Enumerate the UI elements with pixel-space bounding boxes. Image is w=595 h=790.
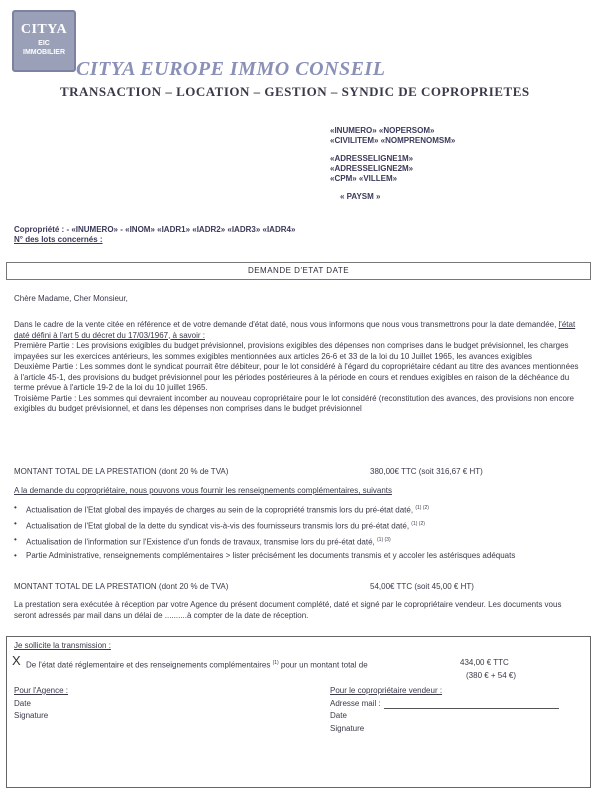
intro-paragraph (14, 320, 584, 341)
total-2-value: 54,00€ TTC (soit 45,00 € HT) (370, 582, 474, 591)
document-title-box (6, 262, 591, 280)
address-line-5: «CPM» «VILLEM» (330, 174, 398, 183)
request-amount-detail: (380 € + 54 €) (466, 671, 517, 680)
owner-email-label: Adresse mail : (330, 698, 381, 708)
complement-title: A la demande du copropriétaire, nous pouvons vous fournir les renseignements complémentaires, suivants (14, 486, 392, 495)
agency-date: Date (14, 698, 31, 708)
logo-line-3: IMMOBILIER (23, 49, 65, 56)
intro-text: Dans le cadre de la vente citée en référence et de votre demande d'état daté, nous vous informons que nous vous transmettrons pour la date demandée, (14, 320, 559, 329)
citya-logo (12, 10, 76, 72)
company-name: CITYA EUROPE IMMO CONSEIL (76, 58, 386, 80)
address-line-2: «CIVILITEM» «NOMPRENOMSM» (330, 136, 456, 145)
request-amount: 434,00 € TTC (460, 658, 509, 667)
salutation: Chère Madame, Cher Monsieur, (14, 294, 128, 303)
address-line-3: «ADRESSELIGNE1M» (330, 154, 414, 163)
recipient-address (330, 126, 570, 202)
checkbox-mark[interactable]: X (12, 653, 21, 668)
copropriete-block (14, 225, 574, 245)
execution-text: La prestation sera exécutée à réception par votre Agence du présent document complété, daté et signé par le copropriétaire vendeur. Les documents vous seront adressés par mail dans un délai de ..........à compter de la date de réception. (14, 600, 562, 620)
list-item: • Actualisation de l'Etat global des impayés de charges au sein de la copropriété transmis lors du pré-état daté, $^{(1) (2)}$ (10, 503, 585, 516)
address-line-6: « PAYSM » (340, 192, 381, 201)
company-tagline: TRANSACTION – LOCATION – GESTION – SYNDIC DE COPROPRIETES (60, 84, 530, 99)
agency-signature: Signature (14, 711, 49, 720)
request-text: De l'état daté réglementaire et des renseignements complémentaires $^{(1)}$ pour un montant total de (26, 660, 368, 670)
logo-line-1: CITYA (20, 22, 68, 37)
agency-title: Pour l'Agence : (14, 686, 69, 695)
intro-underline: l'état daté défini à l'art 5 du décret du 17/03/1967, à savoir : (14, 320, 576, 340)
owner-title: Pour le copropriétaire vendeur : (330, 686, 443, 695)
list-item: • Partie Administrative, renseignements complémentaires > lister précisément les documents transmis et y accoler les astérisques adéquats (10, 551, 585, 562)
part-1: Première Partie : Les provisions exigibles du budget prévisionnel, provisions exigibles des dépenses non comprises dans le budget prévisionnel, les charges impayées sur les exercices antérieurs, les sommes exigibles mentionnées aux articles 26-6 et 33 de la loi du 10 Juillet 1965, les avances exigibles (14, 341, 569, 361)
owner-email-field[interactable] (384, 699, 559, 709)
lots-line: N° des lots concernés : (14, 235, 103, 244)
address-line-1: «INUMERO» «NOPERSOM» (330, 126, 435, 135)
owner-date: Date (330, 711, 347, 720)
list-item: • Actualisation de l'information sur l'Existence d'un fonds de travaux, transmise lors du pré-état daté, $^{(1) (3)}$ (10, 535, 585, 548)
copropriete-line: Copropriété : - «INUMERO» - «INOM» «IADR1» «IADR2» «IADR3» «IADR4» (14, 225, 296, 234)
total-2-label: MONTANT TOTAL DE LA PRESTATION (dont 20 % de TVA) (14, 582, 229, 591)
complement-list (10, 503, 585, 565)
logo-line-2: EIC (38, 40, 50, 47)
total-1-value: 380,00€ TTC (soit 316,67 € HT) (370, 467, 483, 476)
document-title: DEMANDE D'ETAT DATE (247, 266, 350, 275)
list-item: • Actualisation de l'Etat global de la dette du syndicat vis-à-vis des fournisseurs transmis lors du pré-état daté, $^{(1) (2)}$ (10, 519, 585, 532)
intro-block (14, 320, 584, 415)
owner-signature: Signature (330, 723, 365, 733)
part-3: Troisième Partie : Les sommes qui devraient incomber au nouveau copropriétaire pour le lot considéré (reconstitution des avances, des provisions non encore exigibles du budget prévisionnel, et dans les dépenses non comprises dans le budget prévisionnel (14, 393, 574, 413)
total-1-label: MONTANT TOTAL DE LA PRESTATION (dont 20 % de TVA) (14, 467, 229, 476)
address-line-4: «ADRESSELIGNE2M» (330, 164, 414, 173)
agency-block (14, 686, 214, 722)
owner-block (330, 686, 580, 734)
request-title: Je sollicite la transmission : (14, 641, 111, 650)
part-2: Deuxième Partie : Les sommes dont le syndicat pourrait être débiteur, pour le lot considéré à l'égard du copropriétaire cédant au titre des avances mentionnées à l'article 45-1, des provisions du budget prévisionnel pour les périodes postérieures à la période en cours et rendues exigibles en raison de la déchéance du terme prévue à l'article 19-2 de la loi du 10 juillet 1965. (14, 362, 579, 392)
